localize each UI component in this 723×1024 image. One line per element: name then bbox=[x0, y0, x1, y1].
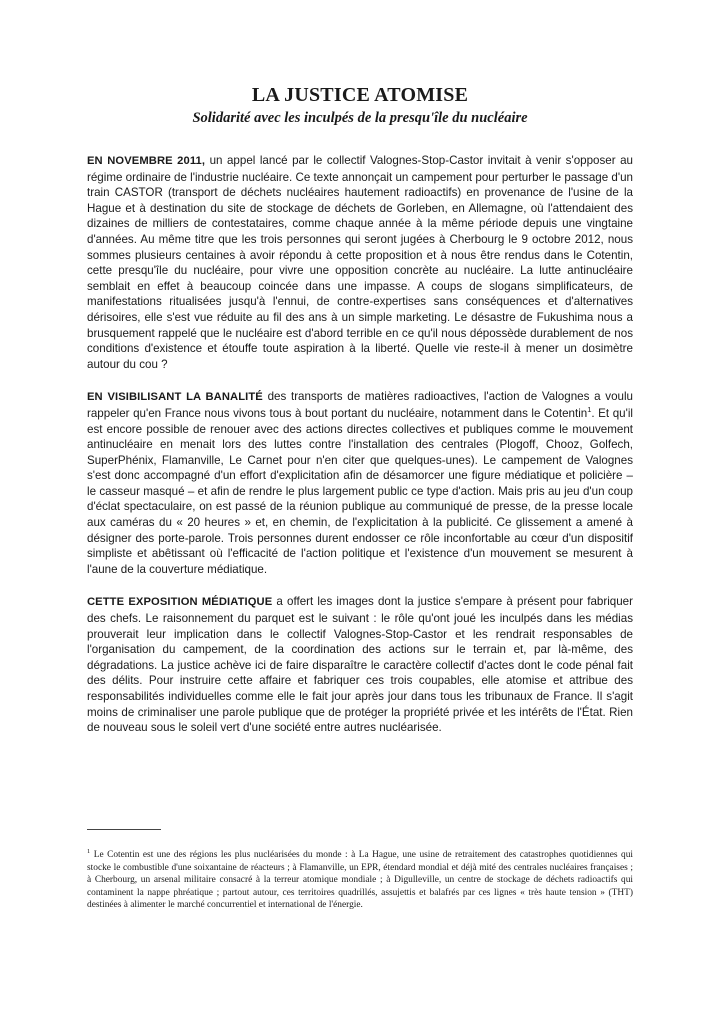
footnote bbox=[87, 849, 633, 912]
footnote-reference[interactable]: 1 bbox=[587, 405, 592, 415]
paragraph-2-text-start: des transports de matières radioactives, l'action de Valognes a voulu rappeler qu'en France nous vivons tous à bout portant du nucléaire, notamment dans le Cotentin bbox=[87, 390, 633, 420]
paragraph-1-text: un appel lancé par le collectif Valognes-Stop-Castor invitait à venir s'opposer au régime ordinaire de l'industrie nucléaire. Ce texte annonçait un campement pour perturber le passage d'un train CASTOR (transport de déchets nucléaires hautement radioactifs) en provenance de l'usine de la Hague et à destination du site de stockage de déchets de Gorleben, en Allemagne, où l'attendaient des dizaines de milliers de contestataires, comme chaque année à la même période depuis une vingtaine d'années. Au même titre que les trois personnes qui seront jugées à Cherbourg le 9 octobre 2012, nous sommes plusieurs centaines à avoir répondu à cette proposition et à nous être rendus dans le Cotentin, cette presqu'île du nucléaire, pour vivre une opposition concrète au nucléaire. La lutte antinucléaire semblait en effet à beaucoup coincée dans une impasse. A coups de slogans simplificateurs, de manifestations ritualisées jusqu'à l'ennui, de contre-expertises sans conséquences et d'alternatives dérisoires, elle s'est vue réduite au fil des ans à un simple marketing. Le désastre de Fukushima nous a brusquement rappelé que le nucléaire est d'abord terrible en ce qu'il nous dépossède durablement de nos conditions d'existence et étouffe toute aspiration à la liberté. Quelle vie reste-il à mener un dosimètre autour du cou ? bbox=[87, 154, 633, 371]
paragraph-2-lead: EN VISIBILISANT LA BANALITÉ bbox=[87, 391, 263, 404]
paragraph-3-lead: CETTE EXPOSITION MÉDIATIQUE bbox=[87, 596, 273, 609]
paragraph-2-text-end: . Et qu'il est encore possible de renouer avec des actions directes collectives et publiques comme le mouvement antinucléaire en menait lors des luttes contre l'installation des centrales (Plogoff, Chooz, Golfech, SuperPhénix, Flamanville, Le Carnet pour n'en citer que quelques-unes). Le campement de Valognes s'est donc accompagné d'un effort d'explicitation afin de désamorcer une figure médiatique et policière – le casseur masqué – et afin de rendre le plus largement public ce type d'action. Mais pris au jeu d'un coup d'éclat spectaculaire, on est passé de la réunion publique au communiqué de presse, de la presse locale aux caméras du « 20 heures » et, en chemin, de l'explicitation à la publicité. Ce glissement a amené à désigner des porte-parole. Trois personnes durent endosser ce rôle inconfortable au cœur d'un dispositif simpliste et abêtissant où l'efficacité de l'action politique et l'existence d'un mouvement se mesurent à l'aune de la couverture médiatique. bbox=[87, 406, 633, 576]
footnote-number: 1 bbox=[87, 847, 91, 855]
paragraph-3 bbox=[87, 594, 633, 735]
paragraph-2 bbox=[87, 389, 633, 577]
paragraph-1-lead: EN NOVEMBRE 2011, bbox=[87, 155, 206, 167]
document-subtitle: Solidarité avec les inculpés de la presqu'île du nucléaire bbox=[192, 110, 528, 126]
paragraph-1 bbox=[87, 153, 633, 372]
document-title: LA JUSTICE ATOMISE bbox=[251, 84, 469, 106]
footnote-text: Le Cotentin est une des régions les plus nucléarisées du monde : à La Hague, une usine de retraitement des catastrophes quotidiennes qui stocke le combustible d'une soixantaine de réacteurs ; à Flamanville, un EPR, étendard mondial et déjà mité des centrales nucléaires françaises ; à Cherbourg, un arsenal militaire consacré à la terreur atomique mondiale ; à Digulleville, un centre de stockage de déchets radioactifs qui contaminent la nappe phréatique ; partout autour, ces territoires quadrillés, assujettis et balafrés par ces lignes « très haute tension » (THT) destinées à alimenter le marché concurrentiel et international de l'énergie. bbox=[87, 850, 633, 911]
paragraph-3-text: a offert les images dont la justice s'empare à présent pour fabriquer des chefs. Le raisonnement du parquet est le suivant : le rôle qu'ont joué les inculpés dans les médias prouverait leur implication dans le collectif Valognes-Stop-Castor et les rendrait responsables de l'organisation du campement, de la coordination des actions sur le terrain et, par là-même, des dégradations. La justice achève ici de faire disparaître le caractère collectif d'actes dont le code pénal fait des délits. Pour instruire cette affaire et fabriquer ces trois coupables, elle atomise et attribue des responsabilités individuelles comme elle le fait jour après jour dans tous les tribunaux de France. Il s'agit moins de criminaliser une parole publique que de protéger la propriété privée et les intérêts de l'État. Rien de nouveau sous le soleil vert d'une société entre autres nucléarisée. bbox=[87, 595, 633, 735]
footnote-separator bbox=[87, 829, 161, 830]
